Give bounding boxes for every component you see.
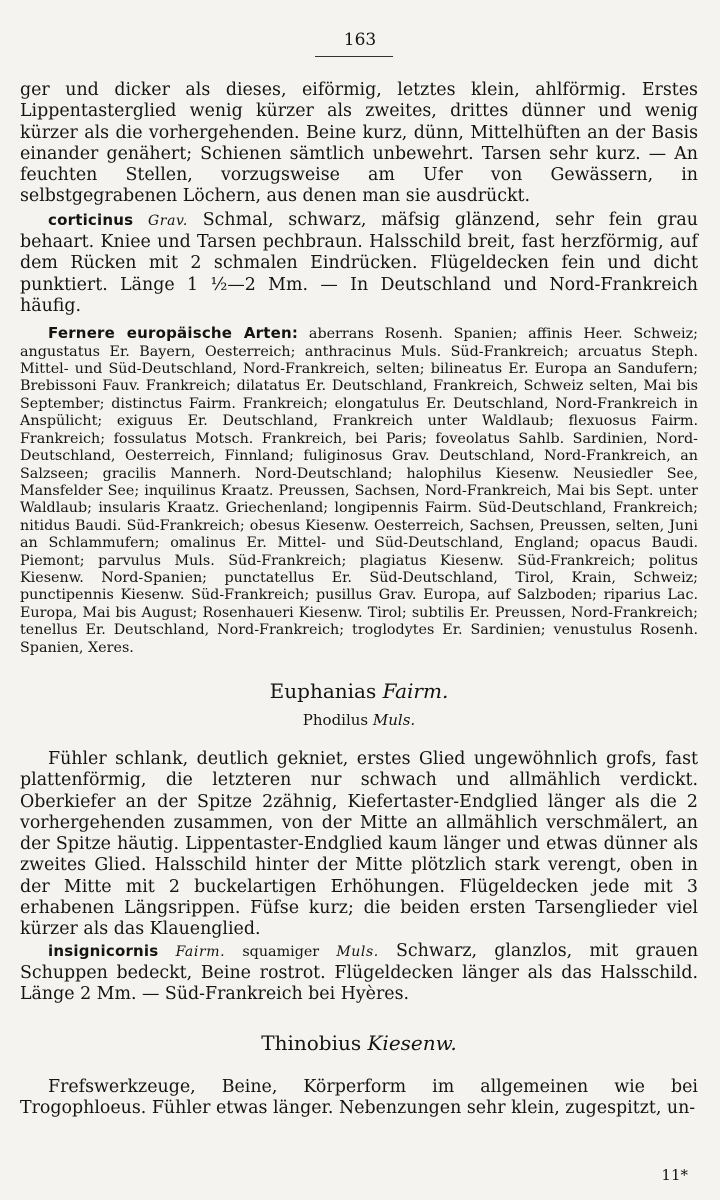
genus-name: Euphanias (269, 678, 377, 703)
further-species-label: Fernere europäische Arten: (48, 324, 299, 343)
intro-paragraph: ger und dicker als dieses, eiförmig, letztes klein, ahlförmig. Erstes Lippentasterglied wenig kürzer als zweites, drittes dünner und wenig kürzer als die vorhergehenden. Beine kurz, dünn, Mittelhüften an der Basis einander genähert; Schienen sämtlich unbewehrt. Tarsen sehr kurz. — An feuchten Stellen, vorzugsweise am Ufer von Gewässern, in selbstgegrabenen Löchern, aus denen man sie ausdrückt. (20, 80, 698, 207)
genus-description-thinobius: Frefswerkzeuge, Beine, Körperform im allgemeinen wie bei Trogophloeus. Fühler etwas länger. Nebenzungen sehr klein, zugespitzt, un- (20, 1076, 698, 1118)
further-species-list: aberrans Rosenh. Spanien; affinis Heer. Schweiz; angustatus Er. Bayern, Oesterreich; anthracinus Muls. Süd-Frankreich; arcuatus Steph. Mittel- und Süd-Deutschland, Nord-Frankreich, selten; bilineatus Er. Europa an Sandufern; Brebissoni Fauv. Frankreich; dilatatus Er. Deutschland, Frankreich, Schweiz selten, Mai bis September; distinctus Fairm. Frankreich; elongatulus Er. Deutschland, Nord-Frankreich in Anspülicht; exiguus Er. Deutschland, Frankreich unter Waldlaub; flexuosus Fairm. Frankreich; fossulatus Motsch. Frankreich, bei Paris; foveolatus Sahlb. Sardinien, Nord-Deutschland, Oesterreich, Finnland; fuliginosus Grav. Deutschland, Nord-Frankreich, an Salzseen; gracilis Mannerh. Nord-Deutschland; halophilus Kiesenw. Neusiedler See, Mansfelder See; inquilinus Kraatz. Preussen, Sachsen, Nord-Frankreich, Mai bis Sept. unter Waldlaub; insularis Kraatz. Griechenland; longipennis Fairm. Süd-Deutschland, Frankreich; nitidus Baudi. Süd-Frankreich; obesus Kiesenw. Oesterreich, Sachsen, Preussen, selten, Juni an Schlammufern; omalinus Er. Mittel- und Süd-Deutschland, England; opacus Baudi. Piemont; parvulus Muls. Süd-Frankreich; plagiatus Kiesenw. Süd-Frankreich; politus Kiesenw. Nord-Spanien; punctatellus Er. Süd-Deutschland, Tirol, Krain, Schweiz; punctipennis Kiesenw. Süd-Frankreich; pusillus Grav. Europa, auf Salzboden; riparius Lac. Europa, Mai bis August; Rosenhaueri Kiesenw. Tirol; subtilis Er. Preussen, Nord-Frankreich; tenellus Er. Deutschland, Nord-Frankreich; troglodytes Er. Sardinien; venustulus Rosenh. Spanien, Xeres. (20, 326, 698, 656)
printer-signature: 11* (661, 1166, 688, 1184)
genus-heading-euphanias (20, 679, 698, 703)
species-entry-corticinus (20, 210, 698, 317)
species-author: Fairm. (175, 943, 226, 960)
species-description: Schwarz, glanzlos, mit grauen Schuppen bedeckt, Beine rostrot. Flügeldecken länger als das Halsschild. Länge 2 Mm. — Süd-Frankreich bei Hyères. (20, 940, 699, 1005)
species-description: Schmal, schwarz, mäfsig glänzend, sehr fein grau behaart. Kniee und Tarsen pechbraun. Halsschild breit, fast herzförmig, auf dem Rücken mit 2 schmalen Eindrücken. Flügeldecken fein und dicht punktiert. Länge 1 ½—2 Mm. — In Deutschland und Nord-Frankreich häufig. (20, 209, 699, 316)
synonym-name: Phodilus (302, 710, 369, 729)
further-species-paragraph (20, 325, 698, 657)
species-synonym: squamiger (242, 943, 320, 960)
header-rule (315, 56, 393, 57)
genus-synonym (20, 711, 698, 729)
genus-author: Fairm. (382, 678, 449, 703)
synonym-author: Muls. (372, 710, 416, 729)
page-content (20, 70, 698, 1119)
species-author: Grav. (148, 212, 188, 229)
genus-author: Kiesenw. (367, 1030, 457, 1055)
page-number: 163 (343, 30, 377, 50)
species-synonym-author: Muls. (336, 943, 379, 960)
genus-name: Thinobius (261, 1030, 362, 1055)
species-name: corticinus (48, 210, 134, 229)
genus-heading-thinobius (20, 1031, 698, 1055)
genus-description-euphanias: Fühler schlank, deutlich gekniet, erstes Glied ungewöhnlich grofs, fast plattenförmig, die letzteren nur schwach und allmählich verdickt. Oberkiefer an der Spitze 2zähnig, Kiefertaster-Endglied länger als die 2 vorhergehenden zusammen, von der Mitte an allmählich verschmälert, an der Spitze häutig. Lippentaster-Endglied kaum länger und etwas dünner als zweites Glied. Halsschild hinter der Mitte plötzlich stark verengt, oben in der Mitte mit 2 buckelartigen Erhöhungen. Flügeldecken jede mit 3 erhabenen Längsrippen. Füfse kurz; die beiden ersten Tarsenglieder viel kürzer als das Klauenglied. (20, 748, 698, 940)
species-entry-insignicornis (20, 941, 698, 1006)
species-name: insignicornis (48, 941, 159, 960)
